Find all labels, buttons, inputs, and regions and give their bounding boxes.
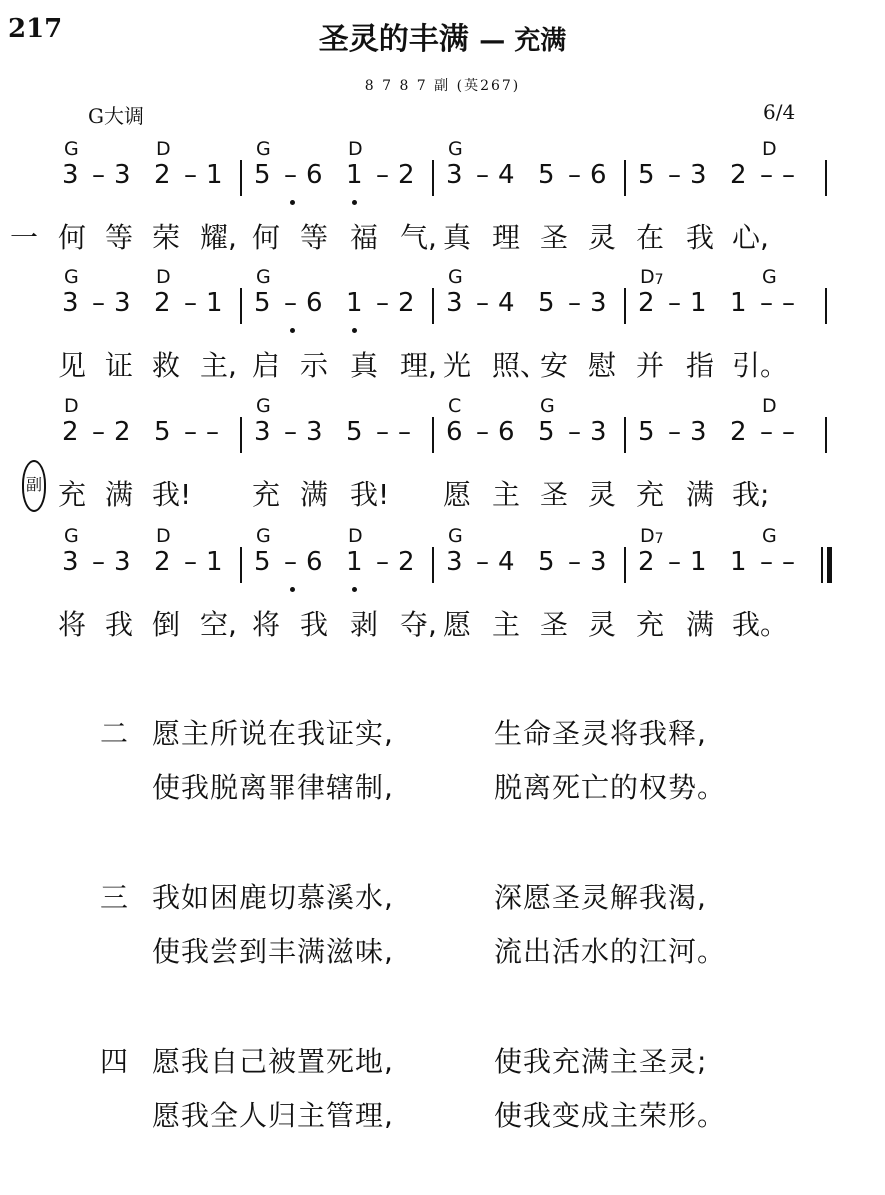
- lyric-syllable: 将: [252, 608, 281, 641]
- refrain-label: 副: [25, 475, 42, 494]
- lyric-syllable: 慰: [588, 349, 617, 382]
- note-dash: –: [184, 288, 197, 318]
- chord-symbol: G: [256, 266, 271, 288]
- lyric-syllable: 理: [492, 221, 521, 254]
- verse-line-left: 使我尝到丰满滋味,: [152, 935, 394, 968]
- note-dash: –: [760, 288, 773, 318]
- barline: [825, 417, 827, 453]
- chord-symbol: D: [156, 138, 171, 160]
- verse-line-left: 愿我全人归主管理,: [152, 1099, 394, 1132]
- note: 3: [254, 417, 271, 447]
- note-dash: –: [760, 417, 773, 447]
- note: 5: [254, 160, 271, 190]
- note-dash: –: [668, 417, 681, 447]
- note-dash: –: [206, 417, 219, 447]
- note: 6: [306, 288, 323, 318]
- lyric-syllable: 并: [636, 349, 665, 382]
- note: 5: [538, 417, 555, 447]
- note-dash: –: [476, 160, 489, 190]
- note-dash: –: [184, 417, 197, 447]
- lyric-syllable: 救: [152, 349, 181, 382]
- lyric-syllable: 真: [350, 349, 379, 382]
- hymn-subtitle: — 充满: [479, 26, 567, 56]
- chord-symbol: G: [762, 266, 777, 288]
- note: 1: [346, 288, 363, 318]
- note: 2: [398, 288, 415, 318]
- chord-symbol: C: [448, 395, 462, 417]
- lyric-syllable: 圣: [540, 221, 569, 254]
- lyric-syllable: 气,: [400, 221, 437, 254]
- chord-symbol: G: [540, 395, 555, 417]
- note-dash: –: [284, 417, 297, 447]
- note: 5: [254, 547, 271, 577]
- note: 2: [730, 417, 747, 447]
- note: 4: [498, 547, 515, 577]
- note: 5: [638, 417, 655, 447]
- note: 5: [154, 417, 171, 447]
- note-dash: –: [568, 160, 581, 190]
- lyric-syllable: 何: [252, 221, 281, 254]
- lyric-syllable: 充: [252, 478, 281, 511]
- note-dash: –: [568, 547, 581, 577]
- lyric-syllable: 圣: [540, 478, 569, 511]
- barline: [240, 288, 242, 324]
- lyric-syllable: 我;: [732, 478, 770, 511]
- lyric-syllable: 照、: [492, 349, 549, 382]
- lyric-syllable: 理,: [400, 349, 437, 382]
- note: 1: [206, 547, 223, 577]
- note-dash: –: [284, 160, 297, 190]
- lyric-syllable: 指: [686, 349, 715, 382]
- note: 3: [114, 288, 131, 318]
- verse-line-right: 使我变成主荣形。: [494, 1099, 727, 1132]
- verse-number: 二: [100, 717, 129, 750]
- verse-line-left: 愿我自己被置死地,: [152, 1045, 394, 1078]
- note-dash: –: [184, 547, 197, 577]
- lyric-syllable: 真: [443, 221, 472, 254]
- verse-line-right: 使我充满主圣灵;: [494, 1045, 708, 1078]
- lyric-syllable: 主: [492, 478, 521, 511]
- chord-symbol: G: [448, 525, 463, 547]
- chord-symbol: G: [256, 395, 271, 417]
- note-dash: –: [284, 547, 297, 577]
- lyric-syllable: 等: [300, 221, 329, 254]
- note: 3: [690, 160, 707, 190]
- note: 1: [206, 288, 223, 318]
- barline: [432, 288, 434, 324]
- note: 2: [638, 288, 655, 318]
- chord-symbol: G: [256, 525, 271, 547]
- lyric-syllable: 愿: [443, 608, 472, 641]
- note: 5: [254, 288, 271, 318]
- note: 1: [346, 160, 363, 190]
- note: 1: [690, 547, 707, 577]
- chord-symbol: $D_7$: [640, 266, 664, 288]
- chord-symbol: D: [762, 138, 777, 160]
- verse-line-left: 使我脱离罪律辖制,: [152, 771, 394, 804]
- note: 3: [114, 547, 131, 577]
- lyric-syllable: 我: [105, 608, 134, 641]
- barline: [240, 160, 242, 196]
- chord-symbol: D: [348, 525, 363, 547]
- lyric-syllable: 满: [686, 608, 715, 641]
- lyric-syllable: 满: [686, 478, 715, 511]
- chord-symbol: G: [762, 525, 777, 547]
- lyric-syllable: 将: [58, 608, 87, 641]
- note: 3: [590, 288, 607, 318]
- note-dash: –: [376, 288, 389, 318]
- lyric-syllable: 夺,: [400, 608, 437, 641]
- note-dash: –: [92, 288, 105, 318]
- lyric-syllable: 引。: [732, 349, 789, 382]
- lyric-syllable: 等: [105, 221, 134, 254]
- lyric-syllable: 灵: [588, 608, 617, 641]
- note: 1: [690, 288, 707, 318]
- note: 2: [638, 547, 655, 577]
- note-dash: –: [376, 160, 389, 190]
- note-dash: –: [782, 160, 795, 190]
- hymn-title: [0, 14, 885, 58]
- note: 3: [62, 160, 79, 190]
- verse-line-left: 我如困鹿切慕溪水,: [152, 881, 394, 914]
- chord-symbol: G: [64, 138, 79, 160]
- lyric-syllable: 在: [636, 221, 665, 254]
- low-octave-dot: [290, 200, 295, 205]
- note-dash: –: [568, 417, 581, 447]
- note-dash: –: [398, 417, 411, 447]
- barline: [432, 547, 434, 583]
- lyric-syllable: 空,: [200, 608, 237, 641]
- barline: [825, 288, 827, 324]
- chord-symbol: D: [64, 395, 79, 417]
- low-octave-dot: [352, 200, 357, 205]
- note: 3: [590, 547, 607, 577]
- note: 4: [498, 160, 515, 190]
- lyric-syllable: 满: [300, 478, 329, 511]
- note: 2: [62, 417, 79, 447]
- lyric-syllable: 满: [105, 478, 134, 511]
- lyric-syllable: 剥: [350, 608, 379, 641]
- note: 1: [730, 288, 747, 318]
- lyric-syllable: 福: [350, 221, 379, 254]
- note: 2: [730, 160, 747, 190]
- barline: [240, 417, 242, 453]
- note: 2: [154, 547, 171, 577]
- note: 1: [206, 160, 223, 190]
- lyric-syllable: 倒: [152, 608, 181, 641]
- lyric-syllable: 充: [636, 608, 665, 641]
- note: 5: [538, 547, 555, 577]
- barline: [432, 417, 434, 453]
- barline: [624, 288, 626, 324]
- note-dash: –: [668, 547, 681, 577]
- note-dash: –: [782, 288, 795, 318]
- final-barline-thick: [827, 547, 832, 583]
- note-dash: –: [782, 417, 795, 447]
- chord-symbol: D: [762, 395, 777, 417]
- chord-symbol: D: [348, 138, 363, 160]
- lyric-syllable: 何: [58, 221, 87, 254]
- note-dash: –: [284, 288, 297, 318]
- verse-line-left: 愿主所说在我证实,: [152, 717, 394, 750]
- low-octave-dot: [352, 587, 357, 592]
- lyric-syllable: 灵: [588, 221, 617, 254]
- low-octave-dot: [290, 328, 295, 333]
- note: 2: [398, 547, 415, 577]
- note: 4: [498, 288, 515, 318]
- chord-symbol: G: [64, 266, 79, 288]
- note-dash: –: [668, 288, 681, 318]
- note-dash: –: [760, 160, 773, 190]
- note: 6: [590, 160, 607, 190]
- lyric-syllable: 示: [300, 349, 329, 382]
- verse-line-right: 深愿圣灵解我渴,: [494, 881, 707, 914]
- note: 6: [306, 160, 323, 190]
- note-dash: –: [476, 417, 489, 447]
- note: 3: [62, 288, 79, 318]
- note: 2: [154, 288, 171, 318]
- barline: [624, 417, 626, 453]
- note: 6: [446, 417, 463, 447]
- hymn-title-text: 圣灵的丰满: [318, 22, 469, 57]
- note: 3: [114, 160, 131, 190]
- note: 3: [446, 288, 463, 318]
- note-dash: –: [476, 547, 489, 577]
- chord-symbol: $D_7$: [640, 525, 664, 547]
- verse-line-right: 流出活水的江河。: [494, 935, 727, 968]
- barline: [624, 547, 626, 583]
- lyric-syllable: 圣: [540, 608, 569, 641]
- note-dash: –: [760, 547, 773, 577]
- note-dash: –: [668, 160, 681, 190]
- note: 1: [730, 547, 747, 577]
- barline: [240, 547, 242, 583]
- lyric-syllable: 耀,: [200, 221, 237, 254]
- note: 3: [62, 547, 79, 577]
- note: 5: [346, 417, 363, 447]
- note: 6: [498, 417, 515, 447]
- chord-symbol: G: [64, 525, 79, 547]
- barline: [825, 160, 827, 196]
- time-signature: 6/4: [763, 100, 796, 124]
- lyric-syllable: 我。: [732, 608, 789, 641]
- note: 3: [590, 417, 607, 447]
- lyric-syllable: 心,: [732, 221, 769, 254]
- lyric-syllable: 我!: [152, 478, 192, 511]
- lyric-syllable: 主,: [200, 349, 237, 382]
- lyric-syllable: 充: [58, 478, 87, 511]
- lyric-syllable: 灵: [588, 478, 617, 511]
- lyric-syllable: 充: [636, 478, 665, 511]
- chord-symbol: G: [448, 266, 463, 288]
- low-octave-dot: [290, 587, 295, 592]
- lyric-syllable: 光: [443, 349, 472, 382]
- note: 2: [114, 417, 131, 447]
- low-octave-dot: [352, 328, 357, 333]
- hymn-number: 217: [8, 14, 63, 44]
- final-barline-thin: [821, 547, 823, 583]
- note: 3: [446, 160, 463, 190]
- verse-line-right: 脱离死亡的权势。: [494, 771, 727, 804]
- barline: [624, 160, 626, 196]
- chord-symbol: G: [256, 138, 271, 160]
- lyric-syllable: 安: [540, 349, 569, 382]
- lyric-syllable: 我: [300, 608, 329, 641]
- verse-line-right: 生命圣灵将我释,: [494, 717, 707, 750]
- note-dash: –: [376, 417, 389, 447]
- note-dash: –: [476, 288, 489, 318]
- lyric-syllable: 我: [686, 221, 715, 254]
- refrain-marker: [22, 460, 46, 512]
- verse-number: 四: [100, 1045, 129, 1078]
- lyric-syllable: 愿: [443, 478, 472, 511]
- note: 5: [538, 288, 555, 318]
- lyric-syllable: 证: [105, 349, 134, 382]
- note: 2: [154, 160, 171, 190]
- note-dash: –: [184, 160, 197, 190]
- note: 3: [446, 547, 463, 577]
- note-dash: –: [92, 417, 105, 447]
- note: 5: [538, 160, 555, 190]
- chord-symbol: G: [448, 138, 463, 160]
- note: 1: [346, 547, 363, 577]
- lyric-syllable: 主: [492, 608, 521, 641]
- note-dash: –: [568, 288, 581, 318]
- note: 3: [306, 417, 323, 447]
- chord-symbol: D: [156, 525, 171, 547]
- barline: [432, 160, 434, 196]
- note-dash: –: [376, 547, 389, 577]
- verse-number: 三: [100, 881, 129, 914]
- note: 6: [306, 547, 323, 577]
- note-dash: –: [782, 547, 795, 577]
- note-dash: –: [92, 547, 105, 577]
- lyric-syllable: 见: [58, 349, 87, 382]
- lyric-syllable: 荣: [152, 221, 181, 254]
- note-dash: –: [92, 160, 105, 190]
- chord-symbol: D: [156, 266, 171, 288]
- meter-label: 8 7 8 7 副 (英267): [364, 78, 521, 94]
- key-signature: G大调: [88, 104, 144, 128]
- note: 2: [398, 160, 415, 190]
- verse-number-one: 一: [10, 221, 39, 254]
- lyric-syllable: 启: [252, 349, 281, 382]
- note: 5: [638, 160, 655, 190]
- lyric-syllable: 我!: [350, 478, 390, 511]
- note: 3: [690, 417, 707, 447]
